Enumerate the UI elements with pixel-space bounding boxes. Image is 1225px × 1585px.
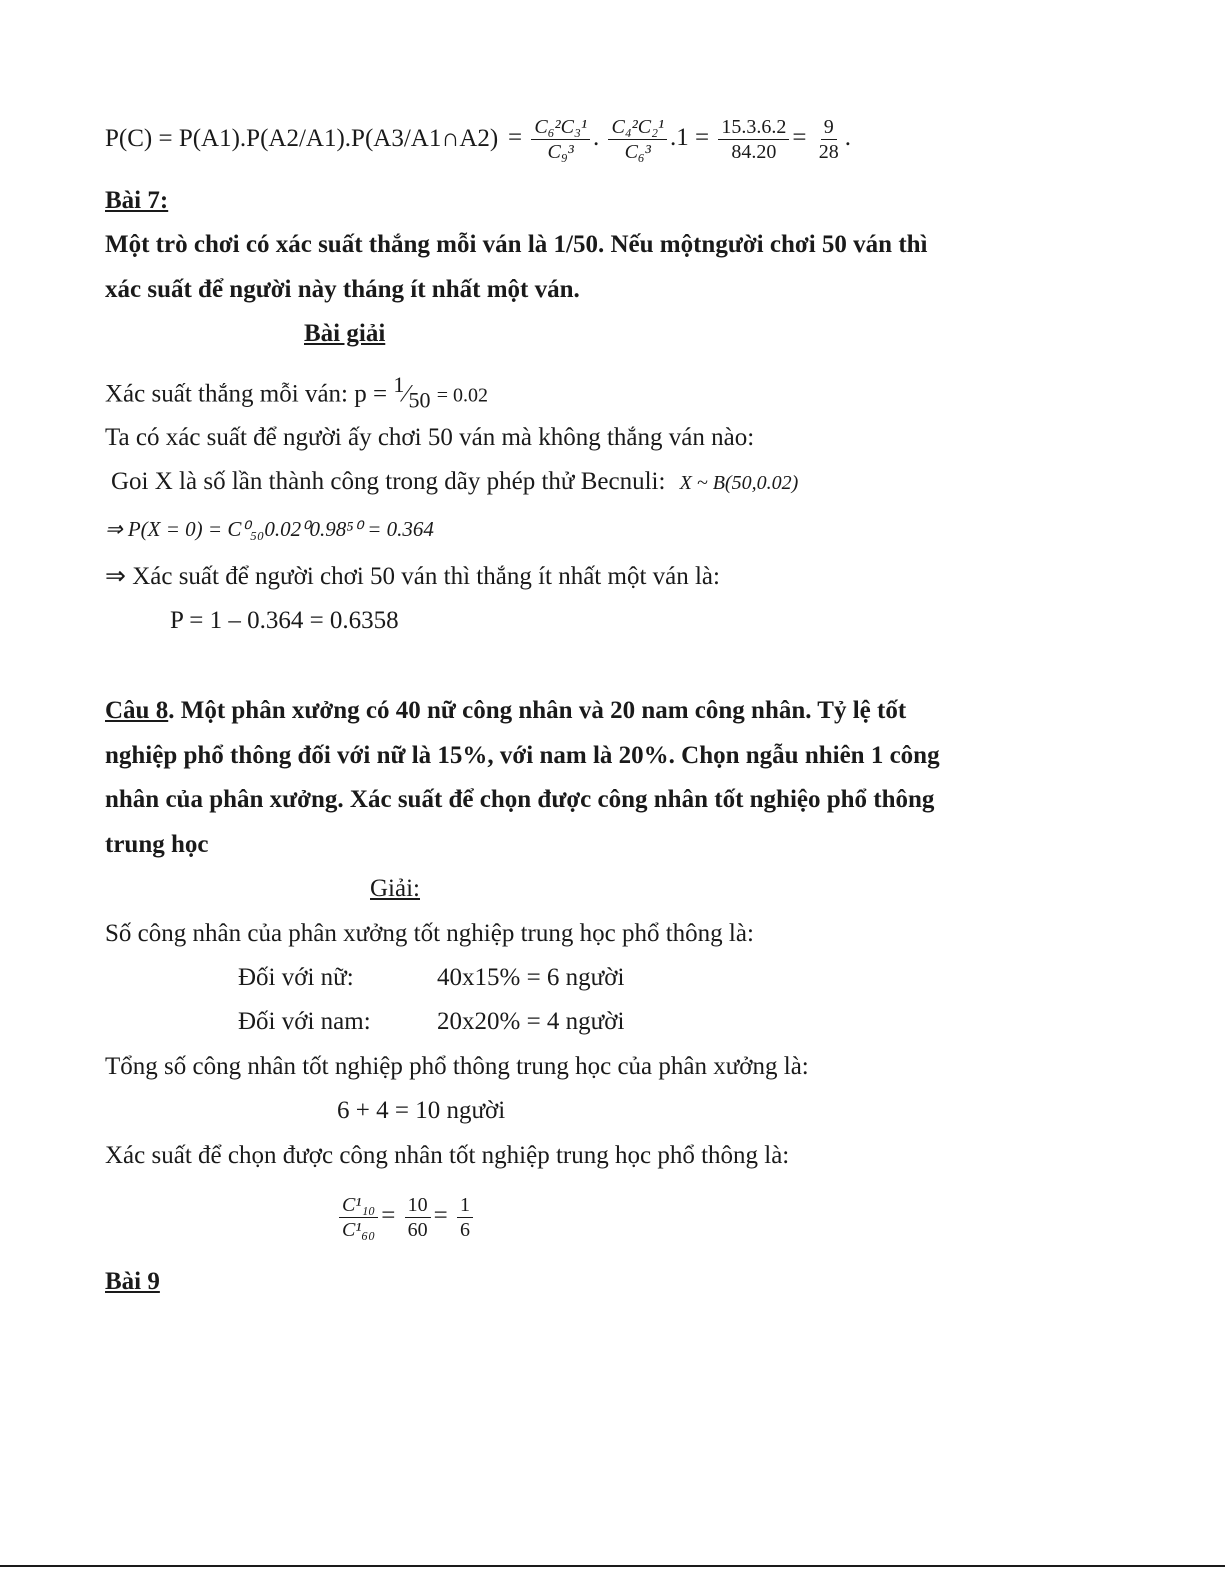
fraction-2: $\frac{\text{C₄²C₂¹}}{\text{C₆³}}$ [608,115,667,164]
cau8-problem-line-4: trung học [105,831,209,858]
fraction-1: $\frac{\text{C₆²C₃¹}}{\text{C₉³}}$ [531,115,590,164]
bai7-line-1: Xác suất thắng mỗi ván: $p = ^1⁄_{50} = 0.02$ [105,372,489,413]
bai7-line-6: P = 1 – 0.364 = 0.6358 [170,607,399,634]
cau8-final-formula: $\frac{\text{C¹₁₀}}{\text{C¹₆₀}}$ = $\frac{10}{60}$ = $\frac{1}{6}$ [336,1186,476,1246]
fraction-4: $\frac{9}{28}$ [818,115,839,163]
fraction-3: $\frac{15.3.6.2}{84.20}$ [718,115,789,164]
cau8-problem-line-1: Câu 8. Một phân xưởng có 40 nữ công nhân và 20 nam công nhân. Tỷ lệ tốt [105,697,907,724]
bai7-line-2: Ta có xác suất để người ấy chơi 50 ván mà không thắng ván nào: [105,424,755,451]
cau8-fraction-2: $\frac{10}{60}$ [405,1193,431,1242]
bai9-heading: Bài 9 [105,1268,160,1295]
bai7-problem-line-1: Một trò chơi có xác suất thắng mỗi ván là 1/50. Nếu mộtngười chơi 50 ván thì [105,231,928,258]
cau8-label: Câu 8 [105,697,169,724]
top-formula [105,122,498,156]
bai7-heading: Bài 7: [105,187,169,214]
bai7-problem-line-2: xác suất để người này tháng ít nhất một ván. [105,276,580,303]
page-bottom-border [0,1565,1225,1567]
bai7-line-3: Goi X là số lần thành công trong dãy phép thử Becnuli: X ~ B(50,0.02) [111,468,799,495]
top-formula-left: P(C) = P(A1).P(A2/A1).P(A3/A1∩A2) [105,125,499,152]
bai7-solution-heading: Bài giải [304,320,386,347]
cau8-fraction-1: $\frac{\text{C¹₁₀}}{\text{C¹₆₀}}$ [339,1193,378,1242]
cau8-male-label: Đối với nam: [238,1008,371,1035]
cau8-line-6: Xác suất để chọn được công nhân tốt nghiệp trung học phổ thông là: [105,1142,790,1169]
cau8-line-4: Tổng số công nhân tốt nghiệp phổ thông trung học của phân xưởng là: [105,1053,809,1080]
bai7-line-4: ⇒ P(X = 0) = C⁰₅₀0.02⁰0.98⁵⁰ = 0.364 [105,517,434,541]
cau8-female-label: Đối với nữ: [238,964,354,991]
cau8-line-5: 6 + 4 = 10 người [337,1097,506,1124]
cau8-fraction-3: $\frac{1}{6}$ [457,1193,473,1242]
cau8-problem-line-2: nghiệp phổ thông đối với nữ là 15%, với nam là 20%. Chọn ngẫu nhiên 1 công [105,742,940,769]
bai7-line-5: ⇒ Xác suất để người chơi 50 ván thì thắng ít nhất một ván là: [105,563,720,590]
cau8-problem-line-3: nhân của phân xưởng. Xác suất để chọn được công nhân tốt nghiệo phổ thông [105,786,935,813]
cau8-male-calc: 20x20% = 4 người [437,1008,625,1035]
cau8-female-calc: 40x15% = 6 người [437,964,625,991]
cau8-solution-heading: Giải: [370,875,420,902]
top-formula-right: = $\frac{\text{C₆²C₃¹}}{\text{C₉³}}$ . $\frac{\text{C₄²C₂¹}}{\text{C₆³}}$ .1 = $\frac{15.3.6.2}{84.20}$ = $\frac{9}{28}$ . [508,115,851,163]
cau8-line-1: Số công nhân của phân xưởng tốt nghiệp trung học phổ thông là: [105,920,754,947]
